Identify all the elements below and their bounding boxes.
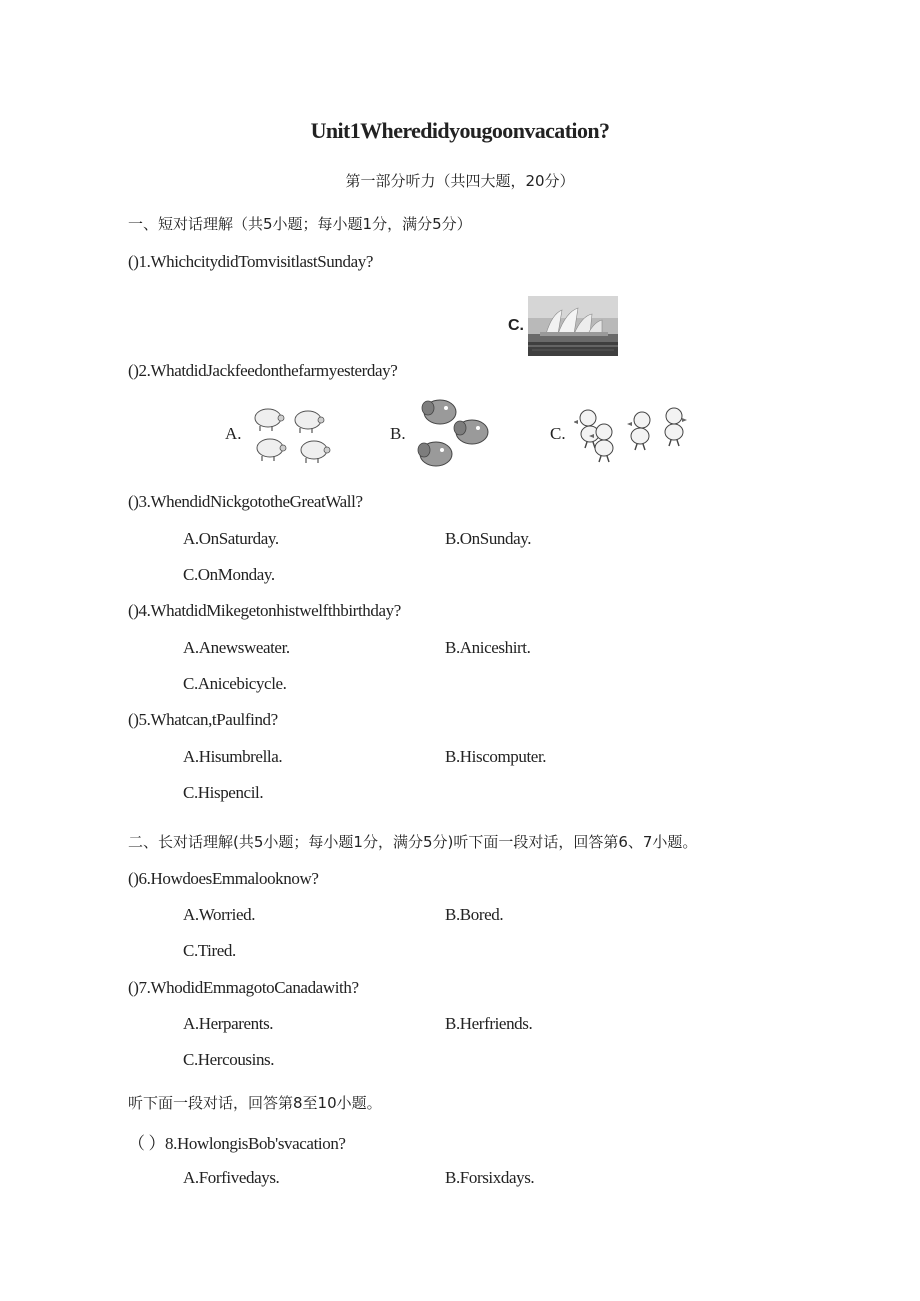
q5-option-c: C.Hispencil. [183, 783, 264, 802]
q2-option-a-label: A. [225, 424, 242, 443]
q3-option-c: C.OnMonday. [183, 565, 275, 584]
ducks-image [574, 404, 690, 466]
q5-option-b: B.Hiscomputer. [445, 747, 547, 766]
question-5: ()5.Whatcan,tPaulfind? [128, 710, 278, 729]
question-7: ()7.WhodidEmmagotoCanadawith? [128, 978, 359, 997]
q4-option-c: C.Anicebicycle. [183, 674, 287, 693]
q3-option-a: A.OnSaturday. [183, 529, 279, 548]
elephants-image [412, 396, 494, 472]
q4-option-a: A.Anewsweater. [183, 638, 290, 657]
question-4: ()4.WhatdidMikegetonhistwelfthbirthday? [128, 601, 401, 620]
part-heading: 第一部分听力（共四大题，20分） [345, 172, 575, 190]
q3-option-b: B.OnSunday. [445, 529, 532, 548]
listening-instruction: 听下面一段对话，回答第8至10小题。 [128, 1094, 382, 1112]
q2-option-b-label: B. [390, 424, 406, 443]
q4-option-b: B.Aniceshirt. [445, 638, 531, 657]
question-6: ()6.HowdoesEmmalooknow? [128, 869, 319, 888]
q7-option-a: A.Herparents. [183, 1014, 274, 1033]
pigs-image [248, 404, 336, 466]
question-1: ()1.WhichcitydidTomvisitlastSunday? [128, 252, 373, 271]
page-title: Unit1Wheredidyougoonvacation? [310, 118, 610, 143]
section-2-heading: 二、长对话理解(共5小题；每小题1分，满分5分)听下面一段对话，回答第6、7小题。 [128, 833, 698, 851]
section-1-heading: 一、短对话理解（共5小题；每小题1分，满分5分） [128, 215, 472, 233]
q1-option-c-label: C. [508, 317, 524, 334]
q7-option-c: C.Hercousins. [183, 1050, 275, 1069]
question-8: （ ）8.HowlongisBob'svacation? [128, 1134, 346, 1153]
q6-option-a: A.Worried. [183, 905, 256, 924]
q2-option-c-label: C. [550, 424, 566, 443]
q5-option-a: A.Hisumbrella. [183, 747, 283, 766]
q8-option-a: A.Forfivedays. [183, 1168, 280, 1187]
sydney-opera-house-image [528, 296, 618, 356]
q6-option-c: C.Tired. [183, 941, 236, 960]
question-3: ()3.WhendidNickgototheGreatWall? [128, 492, 363, 511]
q6-option-b: B.Bored. [445, 905, 504, 924]
question-2: ()2.WhatdidJackfeedonthefarmyesterday? [128, 361, 398, 380]
q8-option-b: B.Forsixdays. [445, 1168, 535, 1187]
q7-option-b: B.Herfriends. [445, 1014, 533, 1033]
